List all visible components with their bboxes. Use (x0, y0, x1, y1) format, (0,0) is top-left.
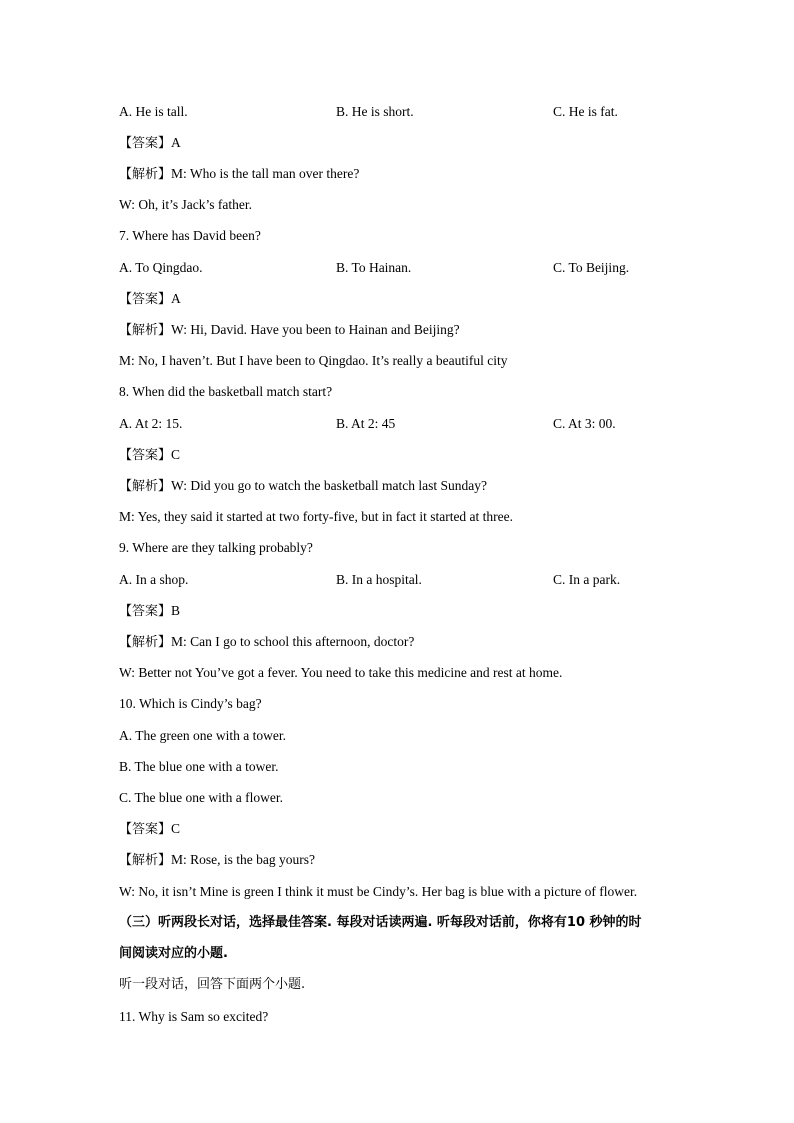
analysis-tag: 【解析】 (119, 635, 172, 650)
q10-answer: C (171, 821, 181, 836)
q9-option-a: A. In a shop. (119, 572, 189, 587)
section3-heading-line-2: 间阅读对应的小题. (119, 946, 228, 961)
q10-option-c: C. The blue one with a flower. (119, 790, 283, 805)
q8-analysis-1: W: Did you go to watch the basketball match last Sunday? (171, 478, 487, 493)
q9-question: 9. Where are they talking probably? (119, 540, 313, 555)
q6-option-b: B. He is short. (336, 104, 414, 119)
q8-analysis-line-2: M: Yes, they said it started at two forty-five, but in fact it started at three. (119, 509, 514, 524)
section3-instruction: 听一段对话，回答下面两个小题. (119, 977, 306, 992)
q10-option-b: B. The blue one with a tower. (119, 759, 279, 774)
q9-answer: B (171, 603, 181, 618)
section3-heading-line-1: （三）听两段长对话，选择最佳答案. 每段对话读两遍. 听每段对话前，你将有10 秒钟的时 (119, 915, 642, 930)
q10-analysis-line-1 (119, 851, 315, 870)
q10-analysis-1: M: Rose, is the bag yours? (171, 852, 316, 867)
answer-tag: 【答案】 (119, 448, 172, 463)
q6-option-a: A. He is tall. (119, 104, 188, 119)
q8-answer-line (119, 446, 180, 465)
q7-analysis-line-2: M: No, I haven’t. But I have been to Qingdao. It’s really a beautiful city (119, 353, 508, 368)
analysis-tag: 【解析】 (119, 853, 172, 868)
q7-analysis-line-1 (119, 321, 460, 340)
answer-tag: 【答案】 (119, 136, 172, 151)
analysis-tag: 【解析】 (119, 479, 172, 494)
q9-analysis-line-2: W: Better not You’ve got a fever. You need to take this medicine and rest at home. (119, 665, 563, 680)
analysis-tag: 【解析】 (119, 323, 172, 338)
q7-option-c: C. To Beijing. (553, 260, 630, 275)
q6-option-c: C. He is fat. (553, 104, 618, 119)
q7-option-b: B. To Hainan. (336, 260, 412, 275)
q9-analysis-line-1 (119, 633, 414, 652)
q10-answer-line (119, 820, 180, 839)
answer-tag: 【答案】 (119, 822, 172, 837)
q9-analysis-1: M: Can I go to school this afternoon, doctor? (171, 634, 415, 649)
answer-tag: 【答案】 (119, 292, 172, 307)
q7-option-a: A. To Qingdao. (119, 260, 203, 275)
q8-option-b: B. At 2: 45 (336, 416, 396, 431)
q10-question: 10. Which is Cindy’s bag? (119, 696, 262, 711)
q8-question: 8. When did the basketball match start? (119, 384, 333, 399)
q8-option-a: A. At 2: 15. (119, 416, 183, 431)
q10-analysis-line-2: W: No, it isn’t Mine is green I think it must be Cindy’s. Her bag is blue with a picture of flower. (119, 884, 638, 899)
q6-analysis-line-2: W: Oh, it’s Jack’s father. (119, 197, 252, 212)
q7-analysis-1: W: Hi, David. Have you been to Hainan and Beijing? (171, 322, 460, 337)
answer-tag: 【答案】 (119, 604, 172, 619)
q8-option-c: C. At 3: 00. (553, 416, 616, 431)
q6-answer-line (119, 134, 181, 153)
q6-answer: A (171, 135, 181, 150)
q7-answer: A (171, 291, 181, 306)
q6-analysis-1: M: Who is the tall man over there? (171, 166, 360, 181)
analysis-tag: 【解析】 (119, 167, 172, 182)
q10-option-a: A. The green one with a tower. (119, 728, 286, 743)
q11-question: 11. Why is Sam so excited? (119, 1009, 269, 1024)
q9-option-b: B. In a hospital. (336, 572, 422, 587)
q8-analysis-line-1 (119, 477, 487, 496)
q8-answer: C (171, 447, 181, 462)
q6-analysis-line-1 (119, 165, 359, 184)
q7-question: 7. Where has David been? (119, 228, 261, 243)
q9-option-c: C. In a park. (553, 572, 621, 587)
q9-answer-line (119, 602, 180, 621)
q7-answer-line (119, 290, 181, 309)
